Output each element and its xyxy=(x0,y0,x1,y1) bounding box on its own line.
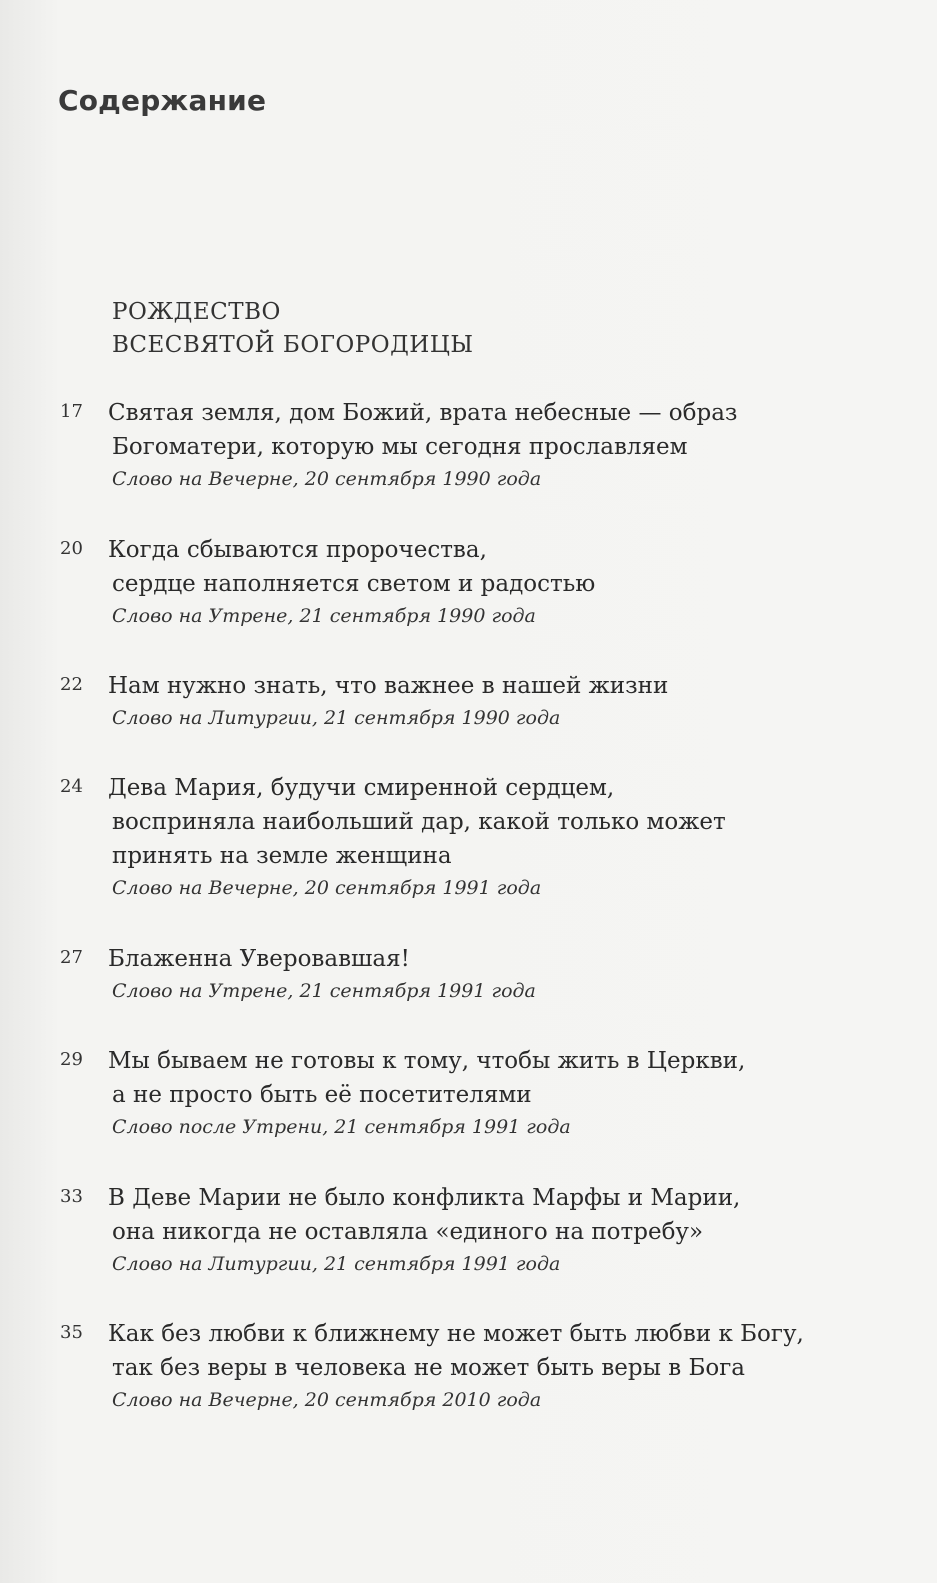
entry-page-number: 24 xyxy=(60,776,83,797)
entry-title-line: Святая земля, дом Божий, врата небесные — образ xyxy=(108,400,738,426)
entry-subtitle: Слово на Литургии, 21 сентября 1990 года xyxy=(112,707,561,729)
entry-subtitle: Слово на Утрене, 21 сентября 1991 года xyxy=(112,980,536,1002)
entry-subtitle: Слово на Утрене, 21 сентября 1990 года xyxy=(112,605,536,627)
entry-subtitle: Слово после Утрени, 21 сентября 1991 года xyxy=(112,1116,571,1138)
entry-page-number: 17 xyxy=(60,401,83,422)
entry-title-line: принять на земле женщина xyxy=(112,843,452,869)
section-heading xyxy=(112,296,474,362)
entry-page-number: 29 xyxy=(60,1049,83,1070)
entry-page-number: 27 xyxy=(60,947,83,968)
entry-subtitle: Слово на Вечерне, 20 сентября 2010 года xyxy=(112,1389,542,1411)
entry-page-number: 33 xyxy=(60,1186,83,1207)
entry-title xyxy=(108,771,726,873)
entry-title-line: восприняла наибольший дар, какой только может xyxy=(112,809,726,835)
entry-title-line: Когда сбываются пророчества, xyxy=(108,537,487,563)
entry-title-line: Нам нужно знать, что важнее в нашей жизни xyxy=(108,673,669,699)
entry-title-line: так без веры в человека не может быть веры в Бога xyxy=(112,1355,746,1381)
entry-title xyxy=(108,942,410,976)
section-heading-line: ВСЕСВЯТОЙ БОГОРОДИЦЫ xyxy=(112,332,474,358)
entry-title-line: Блаженна Уверовавшая! xyxy=(108,946,410,972)
section-heading-line: РОЖДЕСТВО xyxy=(112,299,281,325)
entry-subtitle: Слово на Литургии, 21 сентября 1991 года xyxy=(112,1253,561,1275)
entry-page-number: 20 xyxy=(60,538,83,559)
entry-title-line: а не просто быть её посетителями xyxy=(112,1082,532,1108)
entry-title xyxy=(108,1181,740,1249)
entry-title-line: Богоматери, которую мы сегодня прославляем xyxy=(112,434,688,460)
entry-title-line: Мы бываем не готовы к тому, чтобы жить в Церкви, xyxy=(108,1048,746,1074)
entry-title xyxy=(108,669,668,703)
entry-title xyxy=(108,1044,745,1112)
entry-title-line: сердце наполняется светом и радостью xyxy=(112,571,596,597)
entry-title-line: Дева Мария, будучи смиренной сердцем, xyxy=(108,775,615,801)
entry-title xyxy=(108,1317,804,1385)
entry-subtitle: Слово на Вечерне, 20 сентября 1991 года xyxy=(112,877,542,899)
entry-title-line: Как без любви к ближнему не может быть любви к Богу, xyxy=(108,1321,804,1347)
entry-title-line: она никогда не оставляла «единого на потребу» xyxy=(112,1219,704,1245)
page-title: Содержание xyxy=(58,84,267,117)
entry-page-number: 35 xyxy=(60,1322,83,1343)
entry-page-number: 22 xyxy=(60,674,83,695)
entry-title-line: В Деве Марии не было конфликта Марфы и Марии, xyxy=(108,1185,741,1211)
entry-title xyxy=(108,533,595,601)
entry-title xyxy=(108,396,737,464)
entry-subtitle: Слово на Вечерне, 20 сентября 1990 года xyxy=(112,468,542,490)
